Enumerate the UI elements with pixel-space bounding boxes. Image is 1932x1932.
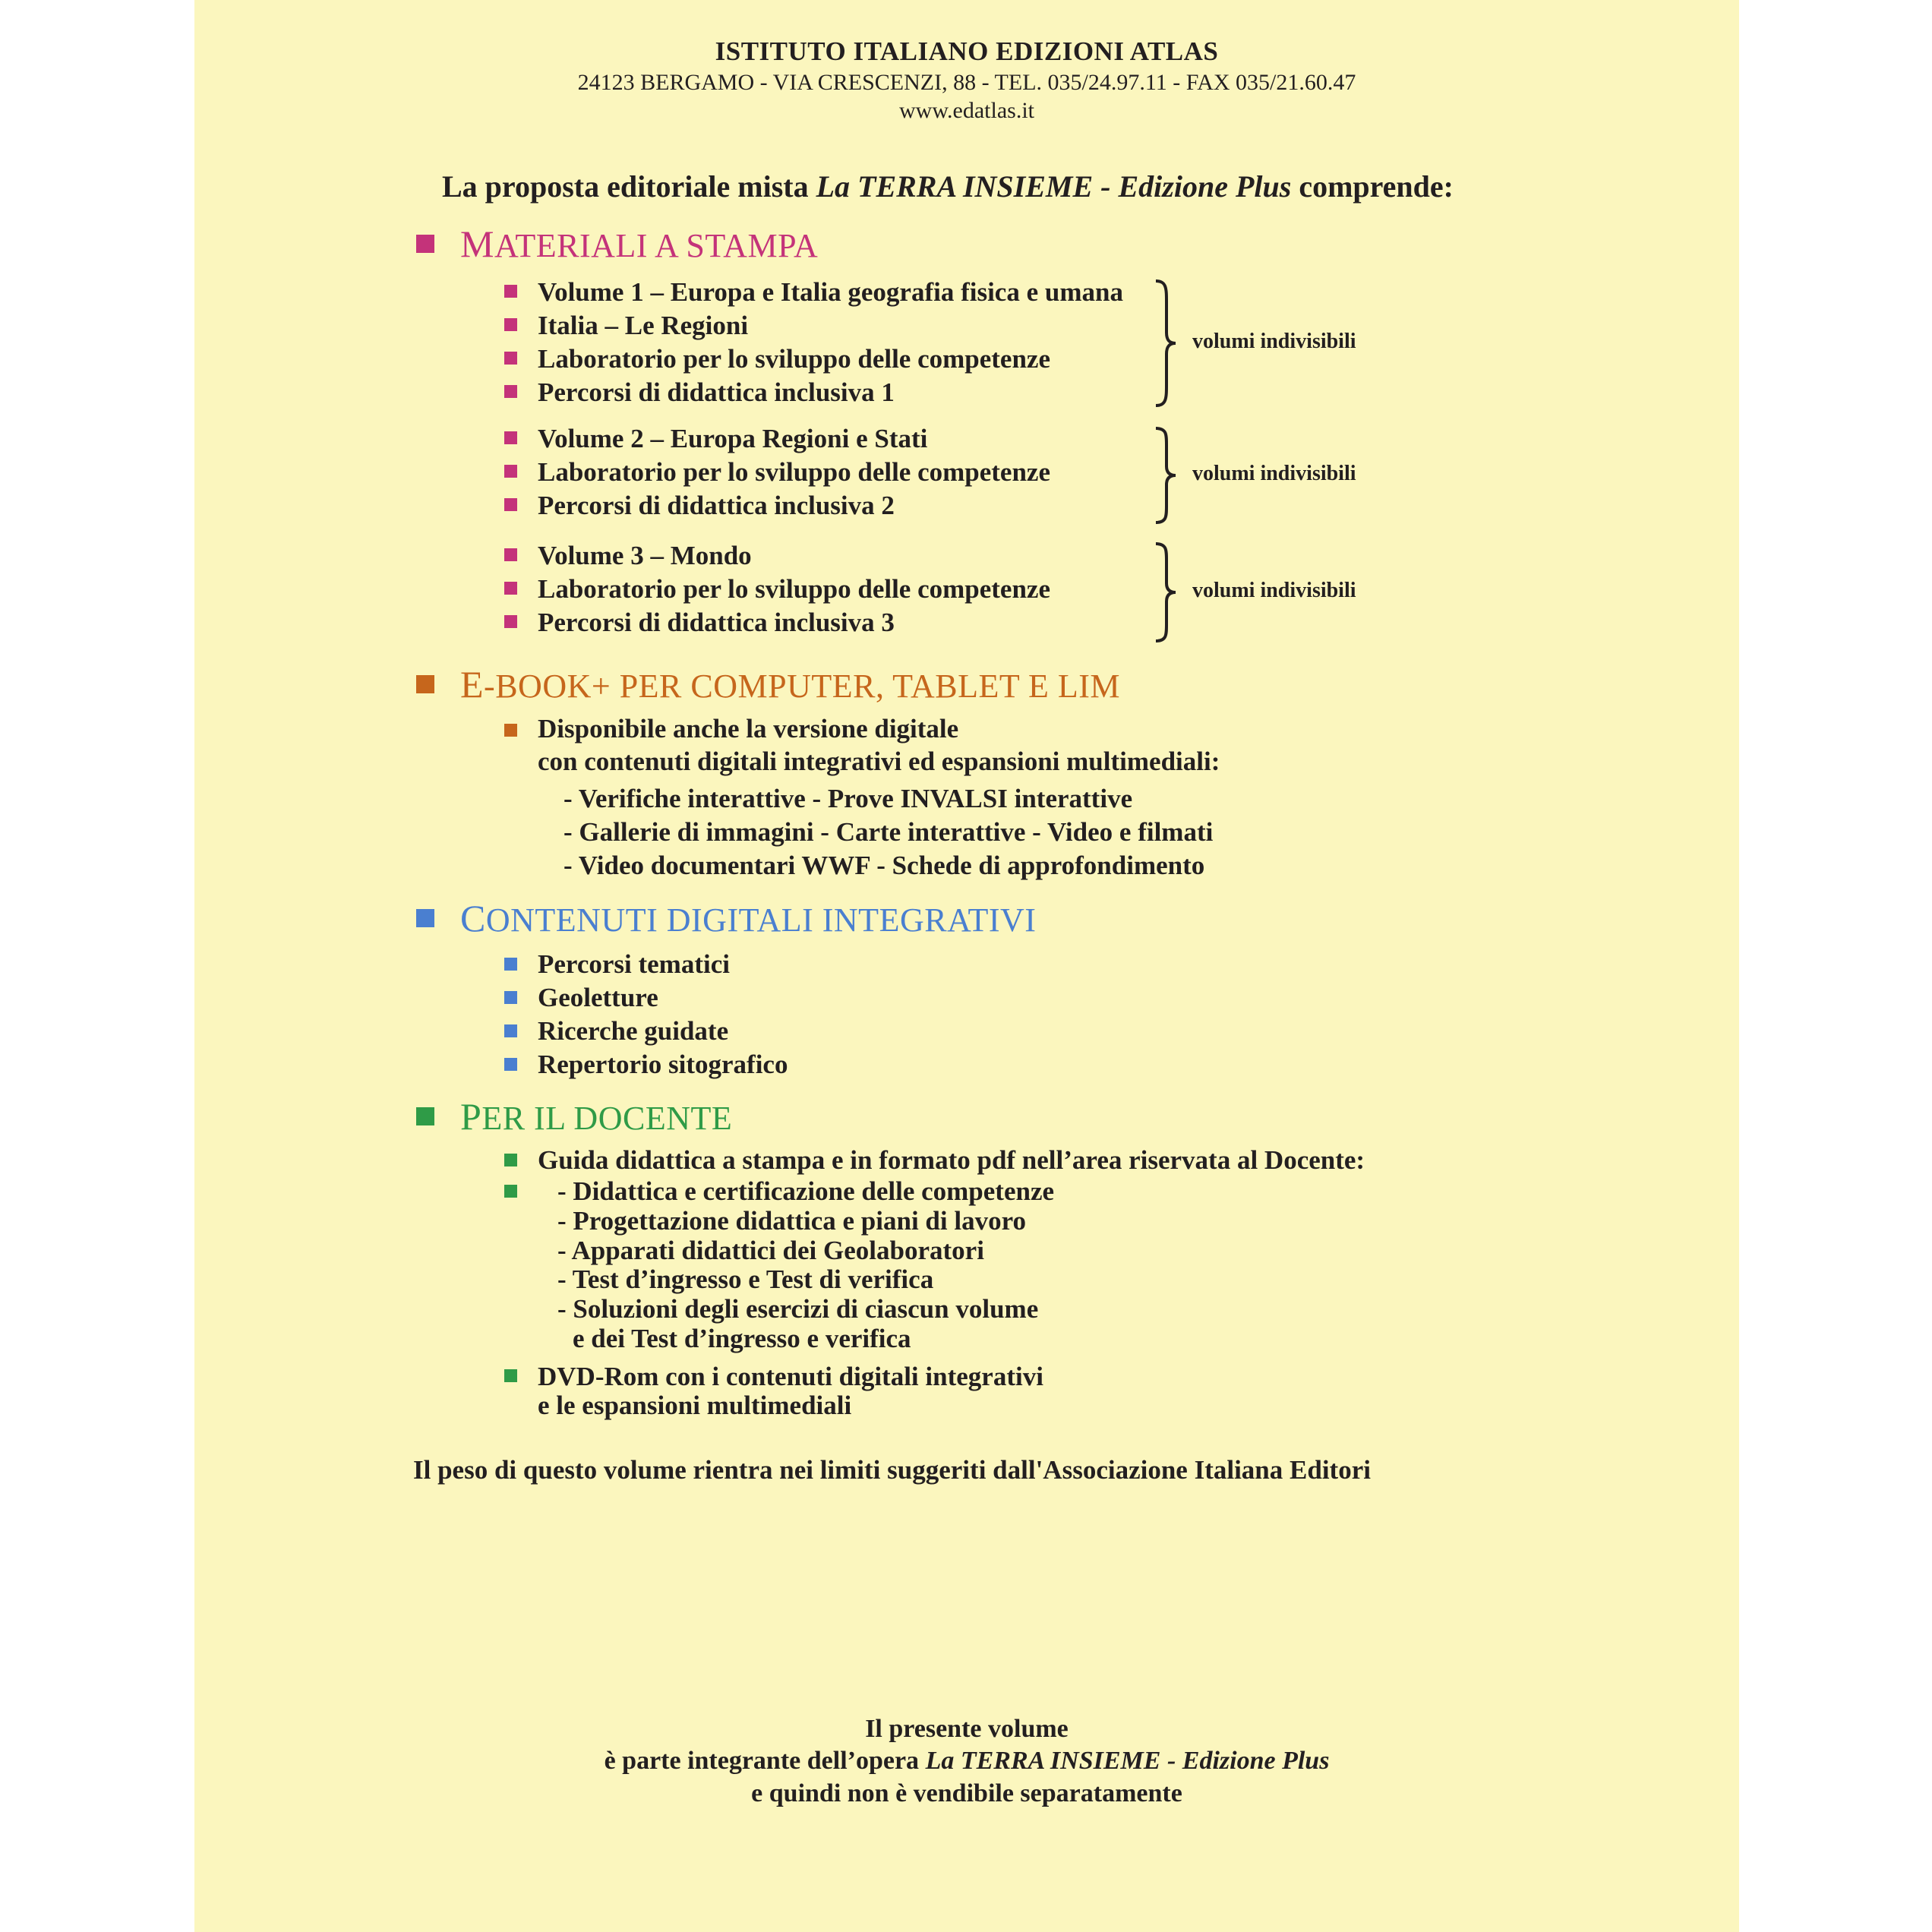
list-item: Repertorio sitografico <box>538 1050 788 1079</box>
intro-after: comprende: <box>1291 169 1454 204</box>
bullet-icon <box>504 615 517 628</box>
ebook-line1: Disponibile anche la versione digitale <box>538 714 959 743</box>
bullet-icon <box>504 724 517 737</box>
bullet-icon <box>504 465 517 478</box>
weight-note: Il peso di questo volume rientra nei limiti suggeriti dall'Associazione Italiana Editori <box>413 1455 1371 1485</box>
ebook-line2: con contenuti digitali integrativi ed espansioni multimediali: <box>538 747 1220 776</box>
publisher-address: 24123 BERGAMO - VIA CRESCENZI, 88 - TEL. 035/24.97.11 - FAX 035/21.60.47 <box>577 70 1356 95</box>
ebook-subitem: - Gallerie di immagini - Carte interattive - Video e filmati <box>564 817 1214 847</box>
bullet-icon <box>504 1024 517 1037</box>
section-heading-ebook: E-BOOK+ PER COMPUTER, TABLET E LIM <box>460 663 1121 706</box>
list-item: Geoletture <box>538 983 658 1012</box>
guide-subitem: - Soluzioni degli esercizi di ciascun volume <box>557 1294 1039 1324</box>
bullet-icon <box>504 958 517 971</box>
group-label: volumi indivisibili <box>1192 330 1356 353</box>
ebook-subitem: - Verifiche interattive - Prove INVALSI interattive <box>564 784 1133 813</box>
bullet-icon <box>504 548 517 561</box>
bullet-icon <box>504 285 517 298</box>
section-heading-materiali: MATERIALI A STAMPA <box>460 223 819 265</box>
list-item: Percorsi tematici <box>538 949 730 979</box>
section-bullet-materiali <box>416 235 434 253</box>
dvd-line2: e le espansioni multimediali <box>538 1391 852 1420</box>
bullet-icon <box>504 1369 517 1382</box>
footer-line1: Il presente volume <box>865 1715 1069 1743</box>
intro-line <box>442 169 1454 204</box>
bullet-icon <box>504 991 517 1004</box>
list-item: Laboratorio per lo sviluppo delle competenze <box>538 457 1050 487</box>
publisher-website: www.edatlas.it <box>898 98 1034 123</box>
bullet-icon <box>504 385 517 398</box>
back-cover-page <box>194 0 1739 1932</box>
list-item: Ricerche guidate <box>538 1016 729 1046</box>
bullet-icon <box>504 318 517 331</box>
section-heading-docente: PER IL DOCENTE <box>460 1095 733 1138</box>
section-bullet-ebook <box>416 675 434 693</box>
bullet-icon <box>504 1154 517 1166</box>
list-item: Percorsi di didattica inclusiva 1 <box>538 377 895 407</box>
ebook-subitem: - Video documentari WWF - Schede di approfondimento <box>564 851 1205 880</box>
list-item: Volume 2 – Europa Regioni e Stati <box>538 424 928 453</box>
intro-before: La proposta editoriale mista <box>442 169 816 204</box>
section-bullet-contenuti <box>416 909 434 927</box>
dvd-line1: DVD-Rom con i contenuti digitali integrativi <box>538 1362 1043 1391</box>
guide-subitem: - Didattica e certificazione delle competenze <box>557 1176 1055 1206</box>
guide-subitem: - Test d’ingresso e Test di verifica <box>557 1264 934 1294</box>
group-label: volumi indivisibili <box>1192 462 1356 485</box>
bullet-icon <box>504 582 517 595</box>
guide-subitem: - Progettazione didattica e piani di lavoro <box>557 1206 1026 1236</box>
bullet-icon <box>504 1185 517 1198</box>
list-item: Laboratorio per lo sviluppo delle competenze <box>538 574 1050 604</box>
list-item: Laboratorio per lo sviluppo delle competenze <box>538 344 1050 374</box>
list-item: Volume 3 – Mondo <box>538 541 752 570</box>
bullet-icon <box>504 352 517 365</box>
list-item: Percorsi di didattica inclusiva 3 <box>538 608 895 637</box>
guide-subitem-continuation: e dei Test d’ingresso e verifica <box>573 1324 911 1353</box>
brace-icon <box>1153 279 1180 407</box>
publisher-name: ISTITUTO ITALIANO EDIZIONI ATLAS <box>715 36 1219 66</box>
bullet-icon <box>504 1058 517 1071</box>
section-heading-contenuti: CONTENUTI DIGITALI INTEGRATIVI <box>460 897 1037 939</box>
section-bullet-docente <box>416 1107 434 1125</box>
list-item: Italia – Le Regioni <box>538 311 749 340</box>
bullet-icon <box>504 498 517 511</box>
guide-subitem: - Apparati didattici dei Geolaboratori <box>557 1236 984 1265</box>
group-label: volumi indivisibili <box>1192 579 1356 602</box>
list-item: Percorsi di didattica inclusiva 2 <box>538 491 895 520</box>
intro-title: La TERRA INSIEME - Edizione Plus <box>816 169 1292 204</box>
brace-icon <box>1153 542 1180 642</box>
footer-line3: e quindi non è vendibile separatamente <box>751 1779 1182 1807</box>
brace-icon <box>1153 427 1180 524</box>
list-item: Volume 1 – Europa e Italia geografia fisica e umana <box>538 277 1123 307</box>
docente-guide: Guida didattica a stampa e in formato pdf nell’area riservata al Docente: <box>538 1145 1365 1175</box>
footer-line2: è parte integrante dell’opera La TERRA INSIEME - Edizione Plus <box>604 1747 1330 1775</box>
bullet-icon <box>504 431 517 444</box>
